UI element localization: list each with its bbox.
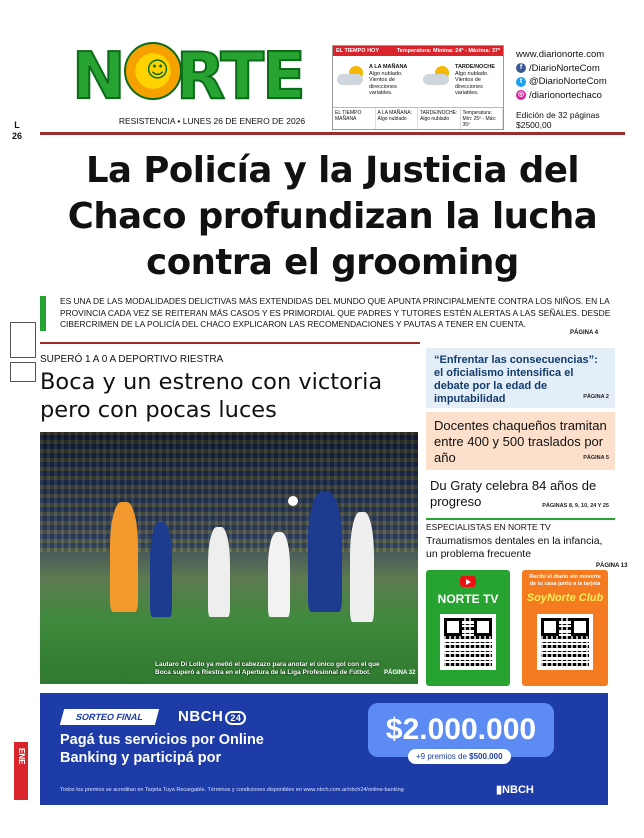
edition-info: Edición de 32 páginas $2500,00 bbox=[516, 110, 600, 130]
weather-box bbox=[332, 45, 504, 130]
side-info-boxes bbox=[10, 322, 36, 386]
lead-paragraph: ES UNA DE LAS MODALIDADES DELICTIVAS MÁS EXTENDIDAS DEL MUNDO QUE APUNTA PRINCIPALMENTE CONTRA LOS NIÑOS. EN LA PROVINCIA CADA VEZ SE REITERAN MÁS CASOS Y ES PRIMORDIAL QUE PADRES Y TUTORES ESTÉN ALERTAS A LAS SEÑALES. DESDE CIBERCRIMEN DE LA POLICÍA DEL CHACO EXPLICARON LAS RECOMENDACIONES Y PAUTAS A TENER EN CUENTA. bbox=[40, 296, 625, 331]
instagram-icon: ◎ bbox=[517, 91, 525, 99]
qr-code-icon[interactable] bbox=[440, 614, 496, 670]
news-box-teachers[interactable]: Docentes chaqueños tramitan entre 400 y 500 traslados por año PÁGINA 5 bbox=[426, 412, 615, 470]
nbch-logo: ▮NBCH bbox=[496, 784, 534, 796]
photo-caption: Lautaro Di Lollo ya metió el cabezazo para anotar el único gol con el que Boca superó a Riestra en el Apertura de la Liga Profesional de Fútbol. bbox=[155, 661, 380, 676]
photo-page-ref: PÁGINA 32 bbox=[384, 670, 416, 676]
lead-page-ref: PÁGINA 4 bbox=[570, 330, 599, 336]
divider bbox=[426, 518, 615, 520]
prize-amount: $2.000.000 bbox=[368, 703, 554, 757]
logo-letters-rte: RTE bbox=[176, 40, 304, 114]
nbch-ad-banner[interactable] bbox=[40, 693, 608, 805]
logo-letter-n: N bbox=[72, 40, 124, 114]
weather-morning: A LA MAÑANA Algo nublado. Vientos de direcciones variables. bbox=[333, 60, 417, 108]
weather-evening: TARDE/NOCHE Algo nublado. Vientos de direcciones variables. bbox=[419, 60, 503, 108]
ad-message: Pagá tus servicios por Online Banking y participá por bbox=[60, 732, 264, 766]
instagram-link[interactable]: ◎ /diarionortechaco bbox=[517, 89, 602, 101]
qr-code-icon[interactable] bbox=[537, 614, 593, 670]
sports-kicker: SUPERÓ 1 A 0 A DEPORTIVO RIESTRA bbox=[40, 354, 224, 365]
sports-headline[interactable]: Boca y un estreno con victoria pero con pocas luces bbox=[40, 369, 383, 423]
divider bbox=[40, 342, 420, 344]
partly-cloudy-icon bbox=[423, 66, 451, 86]
dateline: RESISTENCIA • LUNES 26 DE ENERO DE 2026 bbox=[118, 116, 306, 126]
sun-icon: ☺ bbox=[124, 42, 182, 100]
nbch24-logo: NBCH 24 bbox=[178, 708, 246, 725]
page-marker: L 26 bbox=[12, 120, 23, 141]
ad-fine-print: Todos los premios se acreditan en Tarjeta Tuya Recargable. Términos y condiciones disponibles en www.nbch.com.ar/nbch24/online-banking bbox=[60, 787, 404, 793]
divider bbox=[40, 132, 625, 135]
partly-cloudy-icon bbox=[337, 66, 365, 86]
football-photo bbox=[40, 432, 418, 684]
month-tab: ENE bbox=[14, 742, 28, 800]
soy-norte-club-promo[interactable]: Recibí el diario sin moverte de tu casa junto a la tarjeta SoyNorte Club bbox=[522, 570, 608, 686]
sorteo-label: SORTEO FINAL bbox=[60, 709, 159, 725]
tv-kicker: ESPECIALISTAS EN NORTE TV bbox=[426, 522, 551, 532]
tv-headline[interactable]: Traumatismos dentales en la infancia, un problema frecuente bbox=[426, 535, 603, 560]
weather-temps: Temperatura: Mínima: 24º - Máxima: 37º bbox=[396, 48, 500, 54]
facebook-link[interactable]: f /DiarioNorteCom bbox=[516, 62, 640, 76]
extra-prizes: +9 premios de $500.000 bbox=[408, 749, 511, 764]
website-link[interactable]: www.diarionorte.com bbox=[516, 49, 605, 60]
norte-logo bbox=[72, 40, 322, 118]
weather-title: EL TIEMPO HOY bbox=[336, 48, 379, 54]
twitter-icon: t bbox=[516, 77, 526, 87]
news-box-du-graty[interactable]: Du Graty celebra 84 años de progreso PÁGINAS 8, 9, 10, 24 Y 25 bbox=[430, 478, 609, 509]
social-links bbox=[516, 48, 640, 102]
weather-tomorrow: EL TIEMPO MAÑANA A LA MAÑANA: Algo nublado TARDE/NOCHE: Algo nublado Temperatura: Mín: 25º - Máx: 35º bbox=[333, 107, 503, 129]
ball-icon bbox=[288, 496, 298, 506]
main-headline[interactable]: La Policía y la Justicia del Chaco profundizan la lucha contra el grooming bbox=[67, 150, 598, 283]
facebook-icon: f bbox=[516, 63, 526, 73]
tv-page-ref: PÁGINA 13 bbox=[596, 563, 628, 569]
norte-tv-promo[interactable]: NORTE TV bbox=[426, 570, 510, 686]
twitter-link[interactable]: t @DiarioNorteCom bbox=[516, 75, 640, 89]
youtube-icon bbox=[460, 576, 476, 587]
news-box-imputability[interactable]: “Enfrentar las consecuencias”: el oficialismo intensifica el debate por la edad de imputabilidad PÁGINA 2 bbox=[426, 348, 615, 408]
